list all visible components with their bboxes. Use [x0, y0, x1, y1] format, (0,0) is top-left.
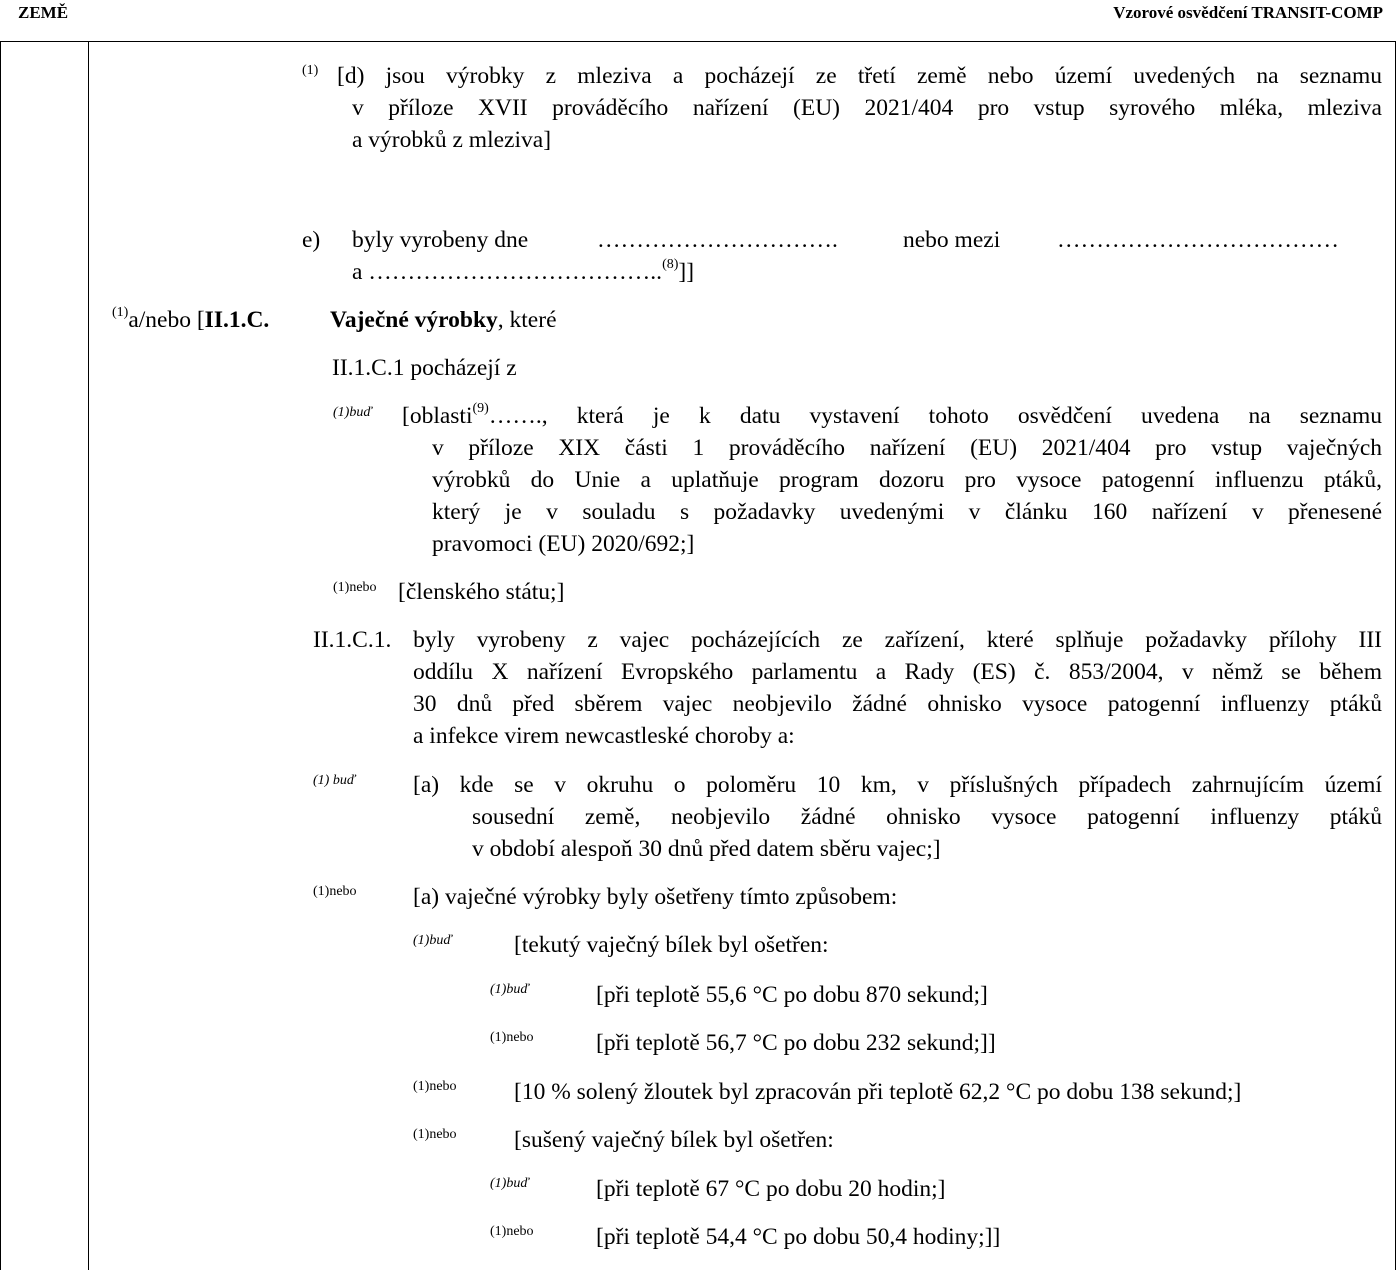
clause-e-line2: a ………………………………..$^{(8)}$]] — [352, 257, 695, 285]
treatment-dried-white: [sušený vaječný bílek byl ošetřen: — [514, 1127, 834, 1153]
footnote-marker: (1)buď — [413, 933, 452, 948]
treatment-liquid-white: [tekutý vaječný bílek byl ošetřen: — [514, 932, 829, 958]
footnote-marker: (1) buď — [313, 773, 356, 788]
clause-e-text: byly vyrobeny dne — [352, 227, 529, 253]
origin-option1-line1: [oblasti$^{(9)}$……., která je k datu vystavení tohoto osvědčení uvedena na seznamu — [402, 401, 1382, 429]
production-line3: 30 dnů před sběrem vajec neobjevilo žádné ohnisko vysoce patogenní influenzy ptáků — [413, 691, 1382, 717]
footnote-marker: (1)nebo — [313, 884, 357, 899]
production-line4: a infekce virem newcastleské choroby a: — [413, 723, 795, 749]
option-a1-line1: [a) kde se v okruhu o poloměru 10 km, v příslušných případech zahrnujícím území — [413, 772, 1382, 798]
footnote-marker: (1) — [302, 63, 319, 78]
header-certificate-title: Vzorové osvědčení TRANSIT-COMP — [1113, 3, 1383, 22]
section-heading: $^{(1)}$a/nebo [II.1.C. — [112, 305, 270, 333]
footnote-marker: (1)nebo — [413, 1079, 457, 1094]
footnote-marker: (1)nebo — [413, 1127, 457, 1142]
option-a2-text: [a) vaječné výrobky byly ošetřeny tímto způsobem: — [413, 884, 898, 910]
origin-option1-line2: v příloze XIX části 1 prováděcího nařízení (EU) 2021/404 pro vstup vaječných — [432, 435, 1382, 461]
production-line2: oddílu X nařízení Evropského parlamentu a Rady (ES) č. 853/2004, v němž se během — [413, 659, 1382, 685]
footnote-marker: (1)nebo — [333, 580, 377, 595]
clause-d-line2: v příloze XVII prováděcího nařízení (EU) 2021/404 pro vstup syrového mléka, mleziva — [352, 95, 1382, 121]
origin-option1-line5: pravomoci (EU) 2020/692;] — [432, 531, 695, 557]
treatment-salted-yolk: [10 % solený žloutek byl zpracován při teplotě 62,2 °C po dobu 138 sekund;] — [514, 1079, 1242, 1105]
clause-e-label: e) — [302, 227, 321, 253]
treatment-dried-white-option1: [při teplotě 67 °C po dobu 20 hodin;] — [596, 1176, 946, 1202]
header-country: ZEMĚ — [18, 3, 69, 22]
treatment-liquid-white-option2: [při teplotě 56,7 °C po dobu 232 sekund;]] — [596, 1030, 996, 1056]
origin-option1-line3: výrobků do Unie a uplatňuje program dozoru pro vysoce patogenní influenzu ptáků, — [432, 467, 1382, 493]
origin-intro: II.1.C.1 pocházejí z — [332, 355, 517, 381]
clause-e-text-between: nebo mezi — [903, 227, 1001, 253]
footnote-marker: (1)nebo — [490, 1030, 534, 1045]
clause-d-line3: a výrobků z mleziva] — [352, 127, 552, 153]
footnote-marker: (1)buď — [333, 405, 372, 420]
treatment-liquid-white-option1: [při teplotě 55,6 °C po dobu 870 sekund;] — [596, 982, 988, 1008]
footnote-marker: (1)buď — [490, 1176, 529, 1191]
footnote-marker: (1)buď — [490, 982, 529, 997]
production-line1: II.1.C.1. byly vyrobeny z vajec pocházejících ze zařízení, které splňuje požadavky přílohy III — [313, 627, 1382, 653]
origin-option1-line4: který je v souladu s požadavky uvedenými v článku 160 nařízení v přenesené — [432, 499, 1382, 525]
column-divider — [88, 42, 89, 1270]
clause-e-range-field: ……………………………… — [1057, 227, 1339, 253]
clause-d-line1: [d) jsou výrobky z mleziva a pocházejí ze třetí země nebo území uvedených na seznamu — [337, 63, 1382, 89]
clause-e-date-field: …………………………. — [597, 227, 838, 253]
option-a1-line3: v období alespoň 30 dnů před datem sběru vajec;] — [472, 836, 941, 862]
section-title: Vaječné výrobky, které — [330, 307, 557, 333]
treatment-dried-white-option2: [při teplotě 54,4 °C po dobu 50,4 hodiny;]] — [596, 1224, 1001, 1250]
origin-option2: [členského státu;] — [398, 579, 565, 605]
option-a1-line2: sousední země, neobjevilo žádné ohnisko vysoce patogenní influenzy ptáků — [472, 804, 1382, 830]
footnote-marker: (1)nebo — [490, 1224, 534, 1239]
